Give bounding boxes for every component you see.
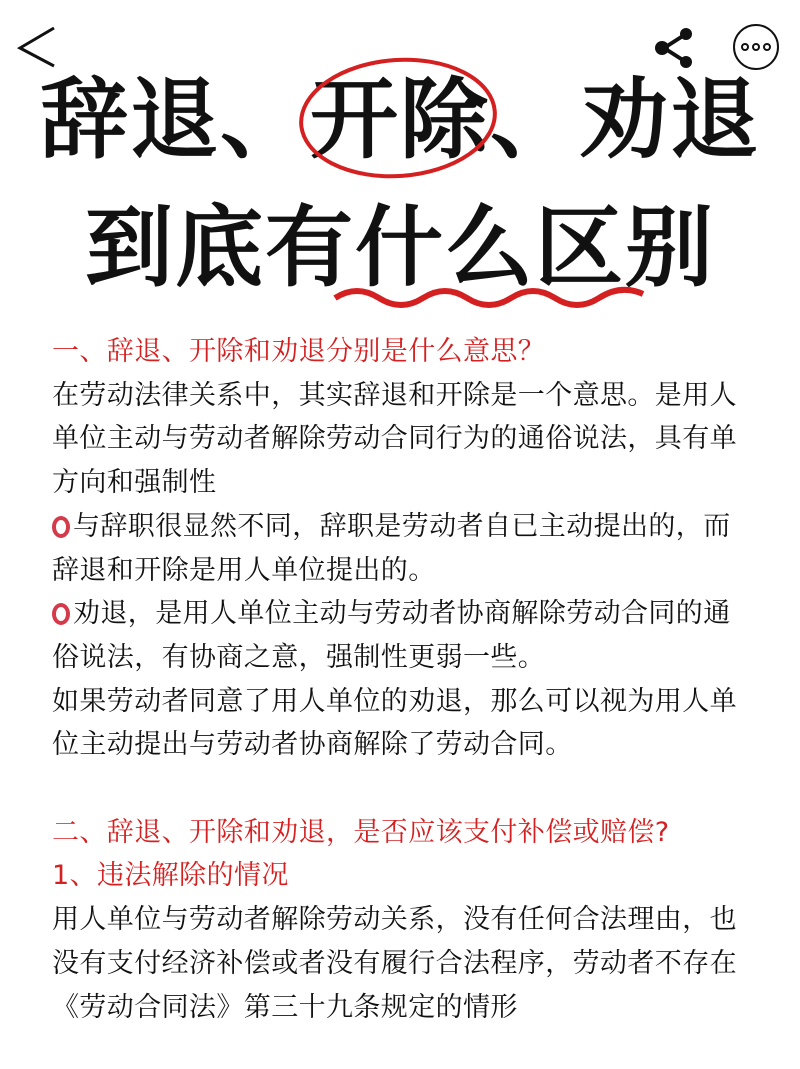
share-icon xyxy=(648,24,698,74)
more-icon-dot xyxy=(763,43,771,51)
text-line: 位主动提出与劳动者协商解除了劳动合同。 xyxy=(52,729,573,761)
text-line: 方向和强制性 xyxy=(52,467,217,499)
text: 劝退，是用人单位主动与劳动者协商解除劳动合同的通 xyxy=(73,598,731,630)
text-line: 如果劳动者同意了用人单位的劝退，那么可以视为用人单 xyxy=(52,685,737,717)
text-line: 在劳动法律关系中，其实辞退和开除是一个意思。是用人 xyxy=(52,379,737,411)
more-options-button[interactable] xyxy=(733,24,779,70)
bullet-line xyxy=(52,592,737,636)
title-line-2: 到底有什么区别 xyxy=(84,196,715,299)
section2-heading: 二、辞退、开除和劝退，是否应该支付补偿或赔偿? xyxy=(52,816,670,848)
title-line-1: 辞退、开除、劝退 xyxy=(39,68,760,171)
more-icon xyxy=(741,43,749,51)
red-circle-bullet-icon xyxy=(52,516,70,538)
bullet-line xyxy=(52,505,737,549)
section1-heading: 一、辞退、开除和劝退分别是什么意思？ xyxy=(52,336,546,367)
text-line: 《劳动合同法》第三十九条规定的情形 xyxy=(52,991,518,1023)
text-line: 用人单位与劳动者解除劳动关系，没有任何合法理由，也 xyxy=(52,904,737,936)
text-line: 俗说法，有协商之意，强制性更弱一些。 xyxy=(52,641,546,673)
section2-subheading: 1、违法解除的情况 xyxy=(52,860,289,892)
text-line: 没有支付经济补偿或者没有履行合法程序，劳动者不存在 xyxy=(52,947,737,979)
article-body xyxy=(52,330,737,1029)
share-button[interactable] xyxy=(648,24,698,74)
more-icon-dot xyxy=(752,43,760,51)
spacer xyxy=(52,767,737,811)
text: 与辞职很显然不同，辞职是劳动者自已主动提出的，而 xyxy=(73,510,731,542)
text-line: 单位主动与劳动者解除劳动合同行为的通俗说法，具有单 xyxy=(52,423,737,455)
red-circle-bullet-icon xyxy=(52,603,70,625)
text-line: 辞退和开除是用人单位提出的。 xyxy=(52,554,436,586)
